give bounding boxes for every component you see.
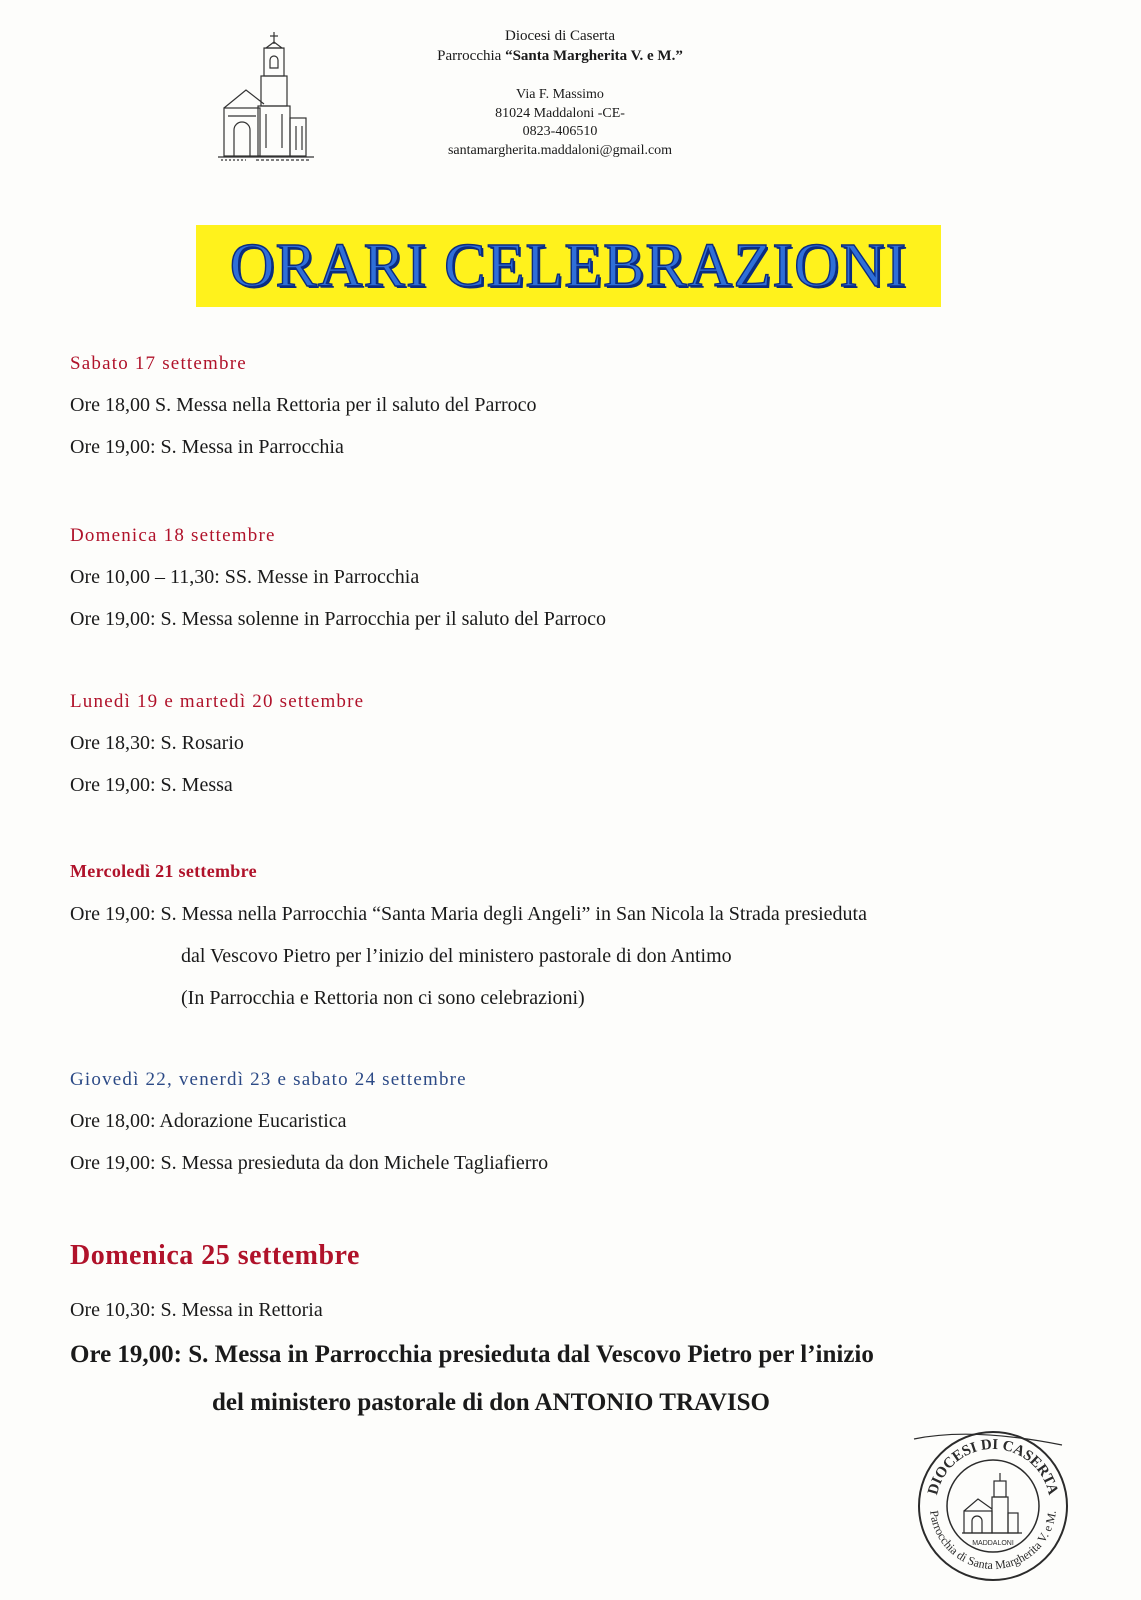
schedule-section	[70, 859, 1070, 1019]
diocese-name: Diocesi di Caserta	[505, 28, 615, 44]
parish-header	[380, 26, 740, 160]
section-heading: Domenica 18 settembre	[70, 525, 276, 546]
schedule-line: dal Vescovo Pietro per l’inizio del ministero pastorale di don Antimo	[181, 945, 732, 967]
stamp-bottom-text: Parrocchia di Santa Margherita V. e M.	[927, 1509, 1059, 1573]
schedule-section	[70, 1239, 1070, 1427]
section-heading: Sabato 17 settembre	[70, 353, 247, 374]
schedule-line: Ore 19,00: S. Messa in Parrocchia	[70, 436, 344, 458]
schedule-section	[70, 524, 1070, 640]
parish-prefix: Parrocchia	[437, 48, 502, 64]
schedule-line: Ore 18,00 S. Messa nella Rettoria per il saluto del Parroco	[70, 394, 537, 416]
section-heading: Domenica 25 settembre	[70, 1240, 360, 1271]
stamp-town: MADDALONI	[972, 1540, 1014, 1547]
phone: 0823-406510	[522, 124, 598, 139]
stamp-top-text: DIOCESI DI CASERTA	[925, 1436, 1061, 1497]
schedule-line: Ore 18,30: S. Rosario	[70, 732, 244, 754]
parish-line	[380, 46, 740, 66]
schedule-section	[70, 1068, 1070, 1184]
schedule-line-highlight: Ore 19,00: S. Messa in Parrocchia presieduta dal Vescovo Pietro per l’inizio	[70, 1341, 874, 1368]
schedule-line: Ore 19,00: S. Messa	[70, 774, 233, 796]
schedule-line: Ore 19,00: S. Messa nella Parrocchia “Santa Maria degli Angeli” in San Nicola la Strada presieduta	[70, 903, 867, 925]
schedule-line: Ore 10,30: S. Messa in Rettoria	[70, 1299, 323, 1321]
page-title: ORARI CELEBRAZIONI	[229, 232, 908, 300]
schedule-section	[70, 690, 1070, 806]
church-logo-icon	[216, 30, 316, 165]
schedule-line: Ore 18,00: Adorazione Eucaristica	[70, 1110, 347, 1132]
schedule-line: Ore 10,00 – 11,30: SS. Messe in Parrocchia	[70, 566, 420, 588]
section-heading: Giovedì 22, venerdì 23 e sabato 24 settembre	[70, 1069, 467, 1090]
schedule-note: (In Parrocchia e Rettoria non ci sono celebrazioni)	[181, 987, 585, 1009]
address: Via F. Massimo	[516, 87, 604, 102]
city: 81024 Maddaloni -CE-	[495, 105, 625, 121]
svg-text:DIOCESI DI CASERTA	[925, 1437, 1061, 1497]
schedule-line-highlight: del ministero pastorale di don ANTONIO TRAVISO	[212, 1389, 770, 1416]
parish-stamp-icon	[912, 1425, 1074, 1587]
parish-name: “Santa Margherita V. e M.”	[505, 48, 683, 64]
schedule-section	[70, 352, 1070, 468]
schedule-line: Ore 19,00: S. Messa presieduta da don Michele Tagliafierro	[70, 1152, 549, 1174]
section-heading: Lunedì 19 e martedì 20 settembre	[70, 691, 365, 712]
section-heading: Mercoledì 21 settembre	[70, 861, 257, 881]
schedule-line: Ore 19,00: S. Messa solenne in Parrocchia per il saluto del Parroco	[70, 608, 606, 630]
email: santamargherita.maddaloni@gmail.com	[447, 142, 673, 158]
